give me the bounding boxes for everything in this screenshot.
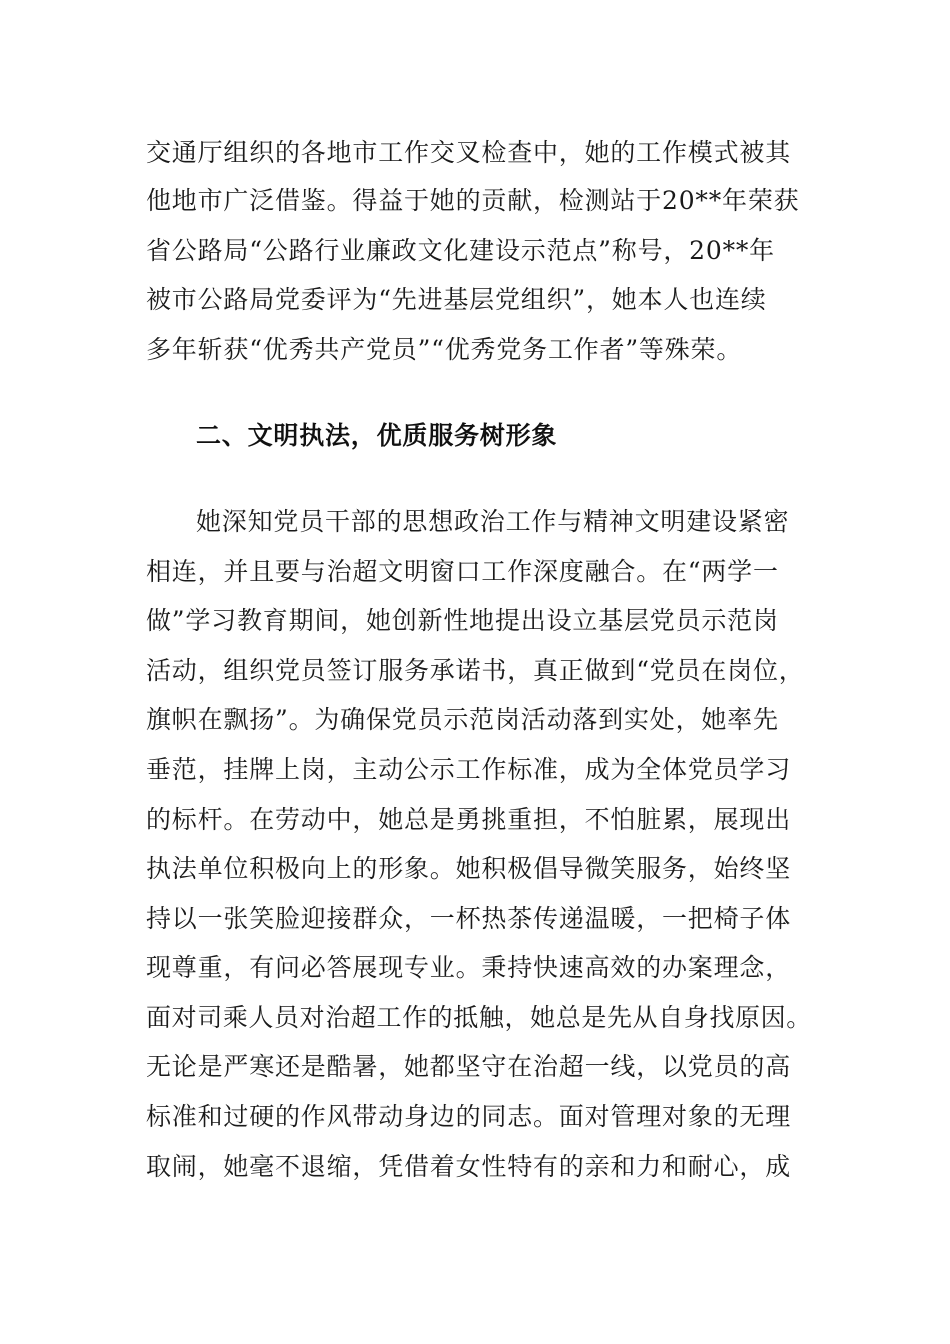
paragraph-line: 执法单位积极向上的形象。她积极倡导微笑服务，始终坚 xyxy=(146,854,792,883)
paragraph-line: 持以一张笑脸迎接群众，一杯热茶传递温暖，一把椅子体 xyxy=(146,904,792,933)
paragraph-line: 她深知党员干部的思想政治工作与精神文明建设紧密 xyxy=(196,507,790,536)
paragraph-line: 交通厅组织的各地市工作交叉检查中，她的工作模式被其 xyxy=(146,138,792,167)
paragraph-line: 相连，并且要与治超文明窗口工作深度融合。在“两学一 xyxy=(146,557,779,586)
paragraph-line: 垂范，挂牌上岗，主动公示工作标准，成为全体党员学习 xyxy=(146,755,792,784)
paragraph-line: 标准和过硬的作风带动身边的同志。面对管理对象的无理 xyxy=(146,1102,792,1131)
paragraph-line: 现尊重，有问必答展现专业。秉持快速高效的办案理念， xyxy=(146,953,792,982)
paragraph-line: 取闹，她毫不退缩，凭借着女性特有的亲和力和耐心，成 xyxy=(146,1152,792,1181)
paragraph-line: 活动，组织党员签订服务承诺书，真正做到“党员在岗位， xyxy=(146,656,805,685)
paragraph-line: 面对司乘人员对治超工作的抵触，她总是先从自身找原因。 xyxy=(146,1003,812,1032)
paragraph-line: 他地市广泛借鉴。得益于她的贡献，检测站于20**年荣获 xyxy=(146,186,800,215)
paragraph-line: 的标杆。在劳动中，她总是勇挑重担，不怕脏累，展现出 xyxy=(146,805,792,834)
paragraph-line: 省公路局“公路行业廉政文化建设示范点”称号，20**年 xyxy=(146,236,775,265)
paragraph-line: 被市公路局党委评为“先进基层党组织”，她本人也连续 xyxy=(146,285,767,314)
paragraph-line: 多年斩获“优秀共产党员”“优秀党务工作者”等殊荣。 xyxy=(146,335,743,364)
section-heading: 二、文明执法，优质服务树形象 xyxy=(196,421,558,450)
paragraph-line: 旗帜在飘扬”。为确保党员示范岗活动落到实处，她率先 xyxy=(146,705,779,734)
paragraph-line: 做”学习教育期间，她创新性地提出设立基层党员示范岗 xyxy=(146,606,779,635)
paragraph-line: 无论是严寒还是酷暑，她都坚守在治超一线，以党员的高 xyxy=(146,1052,792,1081)
